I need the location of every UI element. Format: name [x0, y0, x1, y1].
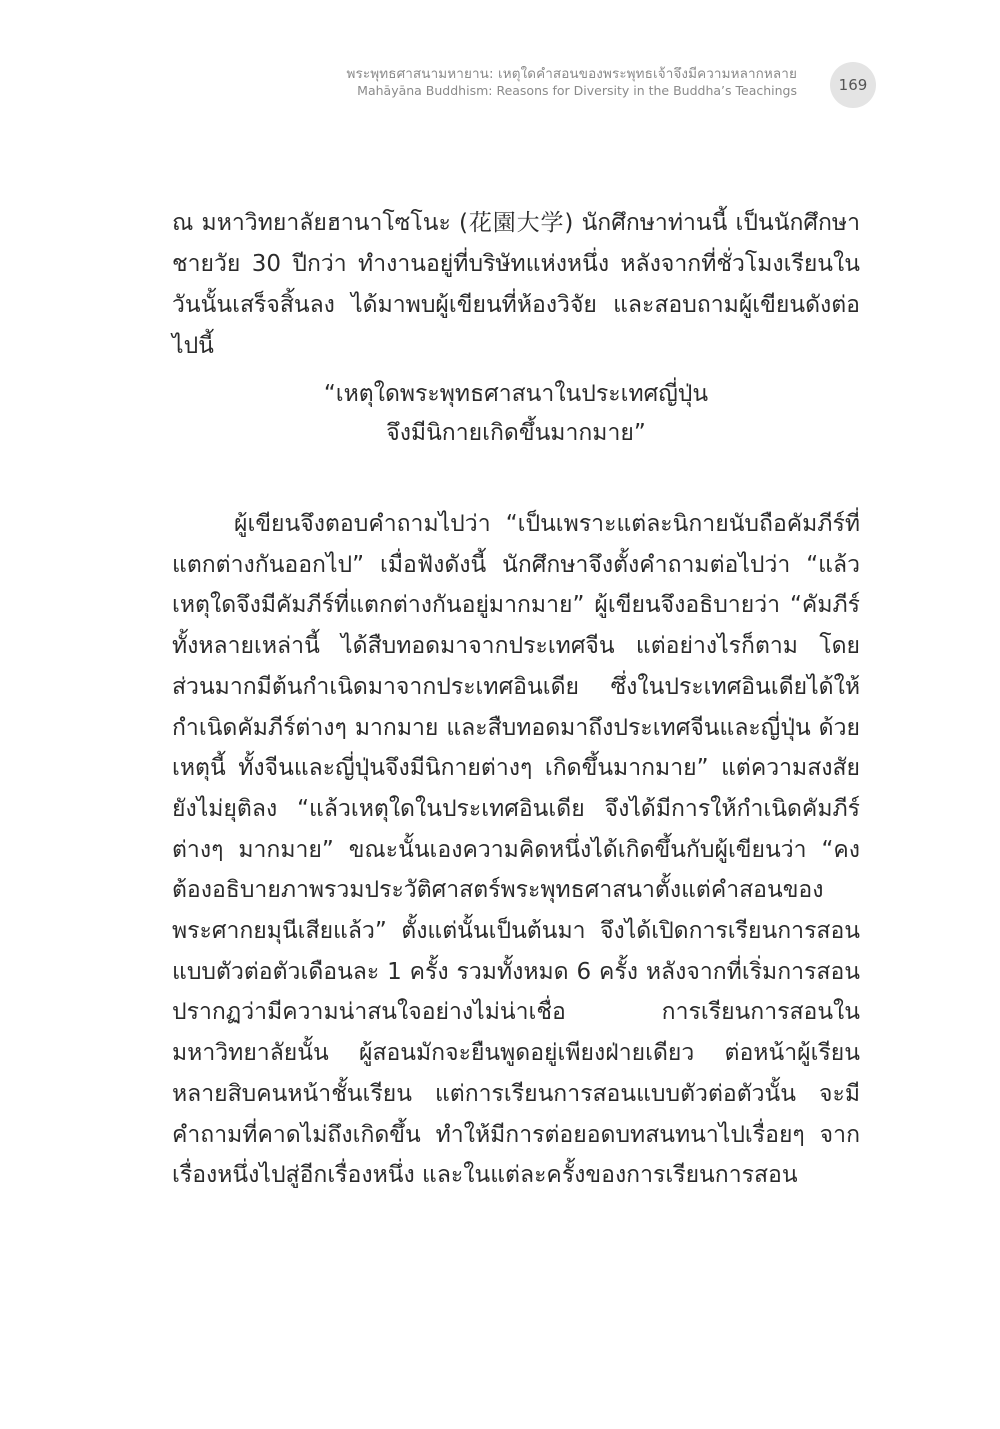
intro-paragraph: ณ มหาวิทยาลัยฮานาโซโนะ (花園大学) นักศึกษาท่านนี้ เป็นนักศึกษาชายวัย 30 ปีกว่า ทำงานอยู่ที่บริษัทแห่งหนึ่ง หลังจากที่ชั่วโมงเรียนในวันนั้นเสร็จสิ้นลง ได้มาพบผู้เขียนที่ห้องวิจัย และสอบถามผู้เขียนดังต่อไปนี้	[172, 210, 860, 359]
main-paragraph: ผู้เขียนจึงตอบคำถามไปว่า “เป็นเพราะแต่ละนิกายนับถือคัมภีร์ที่แตกต่างกันออกไป” เมื่อฟังดังนี้ นักศึกษาจึงตั้งคำถามต่อไปว่า “แล้วเหตุใดจึงมีคัมภีร์ที่แตกต่างกันอยู่มากมาย” ผู้เขียนจึงอธิบายว่า “คัมภีร์ทั้งหลายเหล่านี้ ได้สืบทอดมาจากประเทศจีน แต่อย่างไรก็ตาม โดยส่วนมากมีต้นกำเนิดมาจากประเทศอินเดีย ซึ่งในประเทศอินเดียได้ให้กำเนิดคัมภีร์ต่างๆ มากมาย และสืบทอดมาถึงประเทศจีนและญี่ปุ่น ด้วยเหตุนี้ ทั้งจีนและญี่ปุ่นจึงมีนิกายต่างๆ เกิดขึ้นมากมาย” แต่ความสงสัยยังไม่ยุติลง “แล้วเหตุใดในประเทศอินเดีย จึงได้มีการให้กำเนิดคัมภีร์ต่างๆ มากมาย” ขณะนั้นเองความคิดหนึ่งได้เกิดขึ้นกับผู้เขียนว่า “คงต้องอธิบายภาพรวมประวัติศาสตร์พระพุทธศาสนาตั้งแต่คำสอนของพระศากยมุนีเสียแล้ว” ตั้งแต่นั้นเป็นต้นมา จึงได้เปิดการเรียนการสอนแบบตัวต่อตัวเดือนละ 1 ครั้ง รวมทั้งหมด 6 ครั้ง หลังจากที่เริ่มการสอน ปรากฏว่ามีความน่าสนใจอย่างไม่น่าเชื่อ การเรียนการสอนในมหาวิทยาลัยนั้น ผู้สอนมักจะยืนพูดอยู่เพียงฝ่ายเดียว ต่อหน้าผู้เรียนหลายสิบคนหน้าชั้นเรียน แต่การเรียนการสอนแบบตัวต่อตัวนั้น จะมีคำถามที่คาดไม่ถึงเกิดขึ้น ทำให้มีการต่อยอดบทสนทนาไปเรื่อยๆ จากเรื่องหนึ่งไปสู่อีกเรื่องหนึ่ง และในแต่ละครั้งของการเรียนการสอน	[172, 511, 860, 1189]
page-number-badge: 169	[830, 62, 876, 108]
running-header	[177, 66, 797, 99]
question-line-1: “เหตุใดพระพุทธศาสนาในประเทศญี่ปุ่น	[323, 381, 709, 407]
running-header-title-english: Mahāyāna Buddhism: Reasons for Diversity in the Buddha’s Teachings	[357, 82, 797, 98]
running-header-title-thai: พระพุทธศาสนามหายาน: เหตุใดคำสอนของพระพุทธเจ้าจึงมีความหลากหลาย	[346, 66, 797, 82]
question-line-2: จึงมีนิกายเกิดขึ้นมากมาย”	[386, 420, 646, 446]
student-question-quote	[172, 375, 860, 453]
